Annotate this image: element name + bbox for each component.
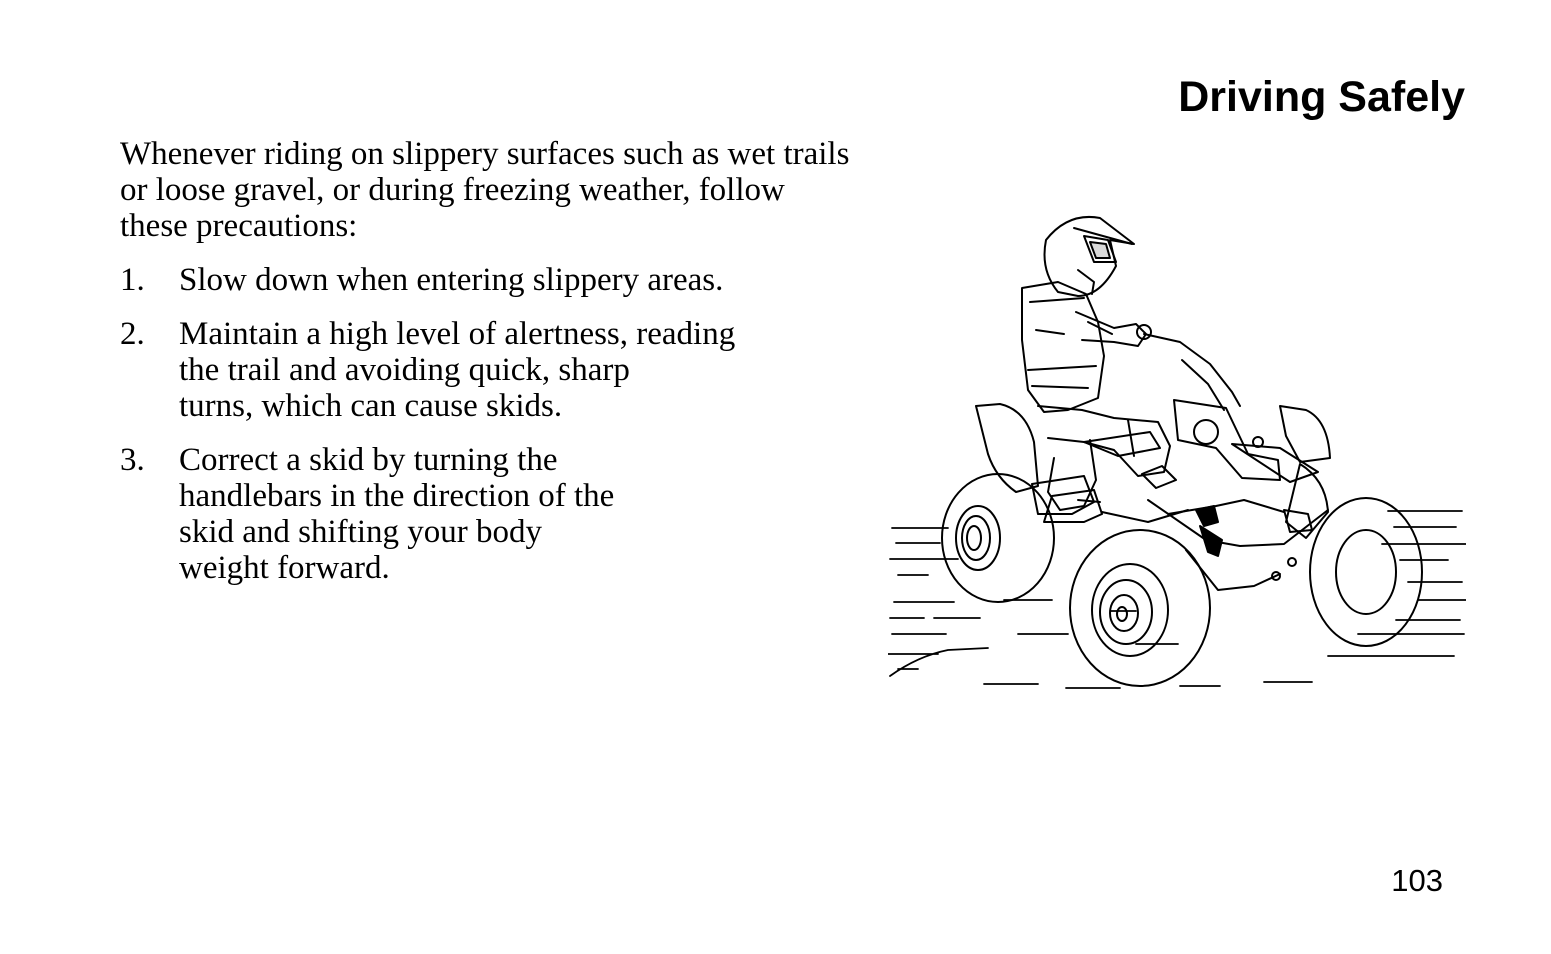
atv-body [976,400,1330,590]
step-line: weight forward. [179,550,390,586]
ground-lines [888,511,1466,688]
rider [1022,217,1170,522]
page-number: 103 [1391,863,1443,898]
list-item [120,262,950,298]
list-item [120,316,950,424]
list-item [120,442,950,586]
rear-wheel [942,474,1054,602]
step-line: handlebars in the direction of the [179,478,615,514]
step-line: the trail and avoiding quick, sharp [179,352,630,388]
step-line: skid and shifting your body [179,514,542,550]
step-line: Slow down when entering slippery areas. [179,262,724,298]
page-title: Driving Safely [1178,73,1465,121]
intro-line: these precautions: [120,208,358,244]
intro-line: Whenever riding on slippery surfaces such as wet trails [120,136,850,172]
step-line: turns, which can cause skids. [179,388,563,424]
step-number: 2. [120,316,145,352]
intro-line: or loose gravel, or during freezing weather, follow [120,172,785,208]
step-line: Correct a skid by turning the [179,442,558,478]
step-number: 1. [120,262,145,298]
precautions-list [120,262,950,586]
handlebars [1137,325,1240,410]
main-text [120,136,950,604]
right-wheel [1310,498,1422,646]
intro-paragraph [120,136,950,244]
step-line: Maintain a high level of alertness, reading [179,316,736,352]
step-number: 3. [120,442,145,478]
atv-rider-illustration [888,210,1466,690]
